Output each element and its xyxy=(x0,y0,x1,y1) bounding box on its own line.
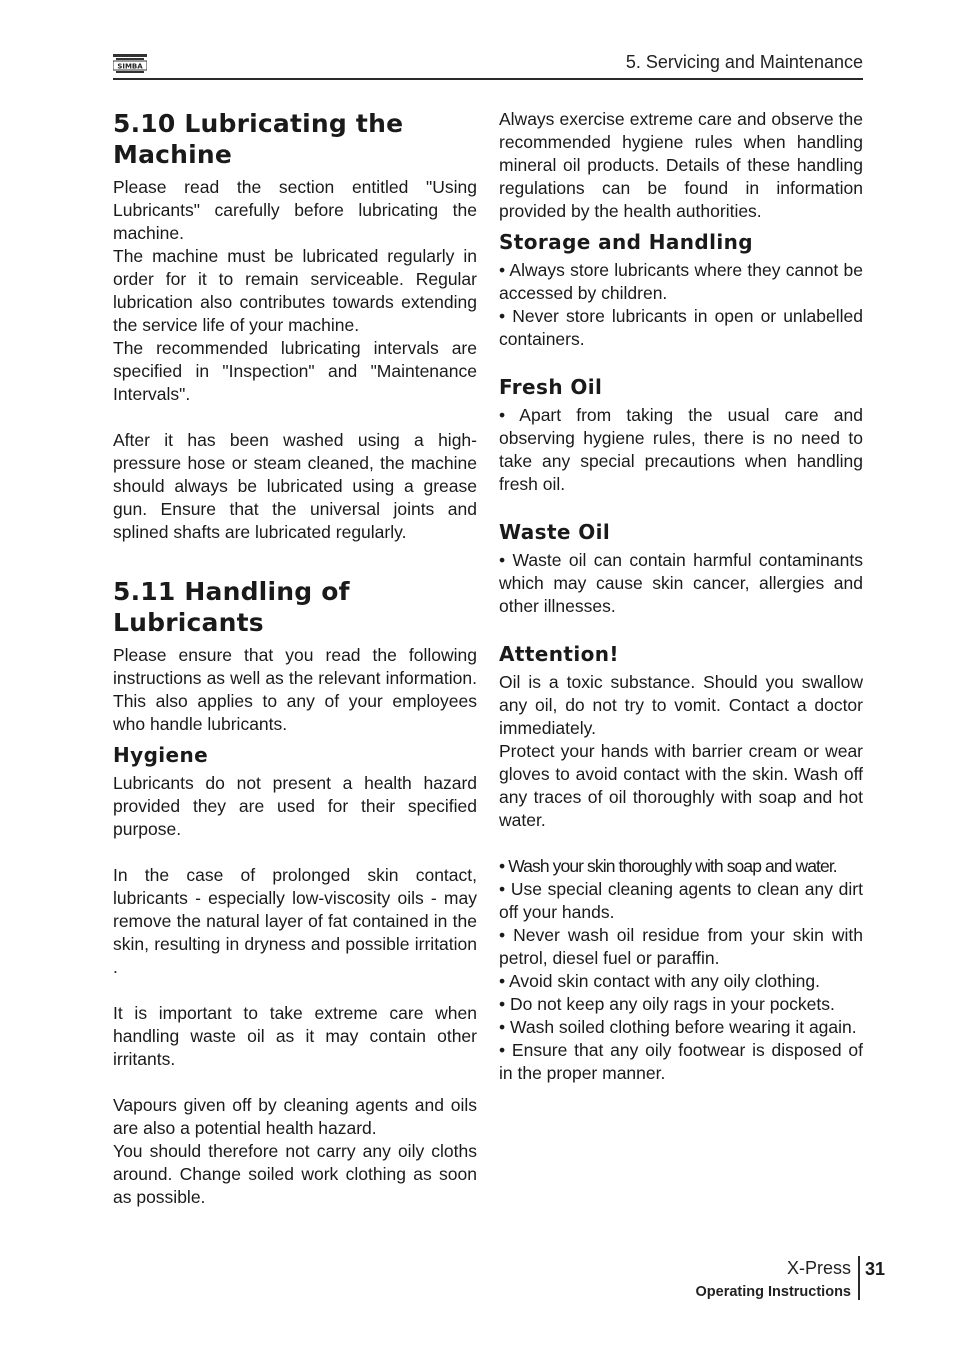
section-title: 5. Servicing and Maintenance xyxy=(625,52,863,72)
list-item: • Ensure that any oily footwear is disposed of in the proper manner. xyxy=(499,1040,863,1083)
heading-fresh-oil: Fresh Oil xyxy=(499,375,603,399)
right-column xyxy=(499,108,863,1085)
heading-hygiene: Hygiene xyxy=(113,743,209,767)
paragraph: You should therefore not carry any oily cloths around. Change soiled work clothing as soon as possible. xyxy=(113,1141,477,1207)
paragraph: Lubricants do not present a health hazard provided they are used for their specified purpose. xyxy=(113,773,477,839)
left-column xyxy=(113,108,477,1209)
page-number: 31 xyxy=(865,1259,886,1279)
paragraph: Please read the section entitled "Using Lubricants" carefully before lubricating the machine. xyxy=(113,177,477,243)
list-item: • Do not keep any oily rags in your pockets. xyxy=(499,994,835,1014)
simba-logo xyxy=(113,54,147,74)
paragraph: In the case of prolonged skin contact, lubricants - especially low-viscosity oils - may remove the natural layer of fat contained in the skin, resulting in dryness and possible irritation . xyxy=(113,865,477,977)
list-item: • Apart from taking the usual care and observing hygiene rules, there is no need to take any special precautions when handling fresh oil. xyxy=(499,405,863,494)
page-footer xyxy=(696,1255,860,1303)
page-header xyxy=(113,48,863,80)
heading-5-10: 5.10 Lubricating the Machine xyxy=(113,109,404,169)
heading-5-11: 5.11 Handling of Lubricants xyxy=(113,577,350,637)
paragraph: The recommended lubricating intervals are specified in "Inspection" and "Maintenance Intervals". xyxy=(113,338,477,404)
list-item: • Wash soiled clothing before wearing it again. xyxy=(499,1017,857,1037)
footer-divider xyxy=(858,1256,860,1300)
product-name: X-Press xyxy=(786,1258,851,1278)
list-item: • Never wash oil residue from your skin with petrol, diesel fuel or paraffin. xyxy=(499,925,863,968)
document-subtitle: Operating Instructions xyxy=(695,1284,851,1300)
list-item: • Never store lubricants in open or unlabelled containers. xyxy=(499,306,863,349)
svg-text:SIMBA: SIMBA xyxy=(117,62,143,71)
paragraph: Vapours given off by cleaning agents and oils are also a potential health hazard. xyxy=(113,1095,477,1138)
paragraph: Please ensure that you read the following instructions as well as the relevant information. This also applies to any of your employees who handle lubricants. xyxy=(113,645,477,734)
list-item: • Wash your skin thoroughly with soap and water. xyxy=(499,856,837,876)
heading-storage: Storage and Handling xyxy=(499,230,753,254)
paragraph: Protect your hands with barrier cream or wear gloves to avoid contact with the skin. Wash off any traces of oil thoroughly with soap and hot water. xyxy=(499,741,863,830)
paragraph: It is important to take extreme care when handling waste oil as it may contain other irritants. xyxy=(113,1003,477,1069)
heading-attention: Attention! xyxy=(499,642,619,666)
list-item: • Avoid skin contact with any oily clothing. xyxy=(499,971,820,991)
list-item: • Use special cleaning agents to clean any dirt off your hands. xyxy=(499,879,863,922)
paragraph: The machine must be lubricated regularly in order for it to remain serviceable. Regular lubrication also contributes towards extending the service life of your machine. xyxy=(113,246,477,335)
paragraph: Always exercise extreme care and observe the recommended hygiene rules when handling mineral oil products. Details of these handling regulations can be found in information provided by the health authorities. xyxy=(499,109,863,221)
paragraph: After it has been washed using a high-pressure hose or steam cleaned, the machine should always be lubricated using a grease gun. Ensure that the universal joints and splined shafts are lubricated regularly. xyxy=(113,430,477,542)
list-item: • Waste oil can contain harmful contaminants which may cause skin cancer, allergies and other illnesses. xyxy=(499,550,863,616)
paragraph: Oil is a toxic substance. Should you swallow any oil, do not try to vomit. Contact a doctor immediately. xyxy=(499,672,863,738)
list-item: • Always store lubricants where they cannot be accessed by children. xyxy=(499,260,863,303)
heading-waste-oil: Waste Oil xyxy=(499,520,611,544)
